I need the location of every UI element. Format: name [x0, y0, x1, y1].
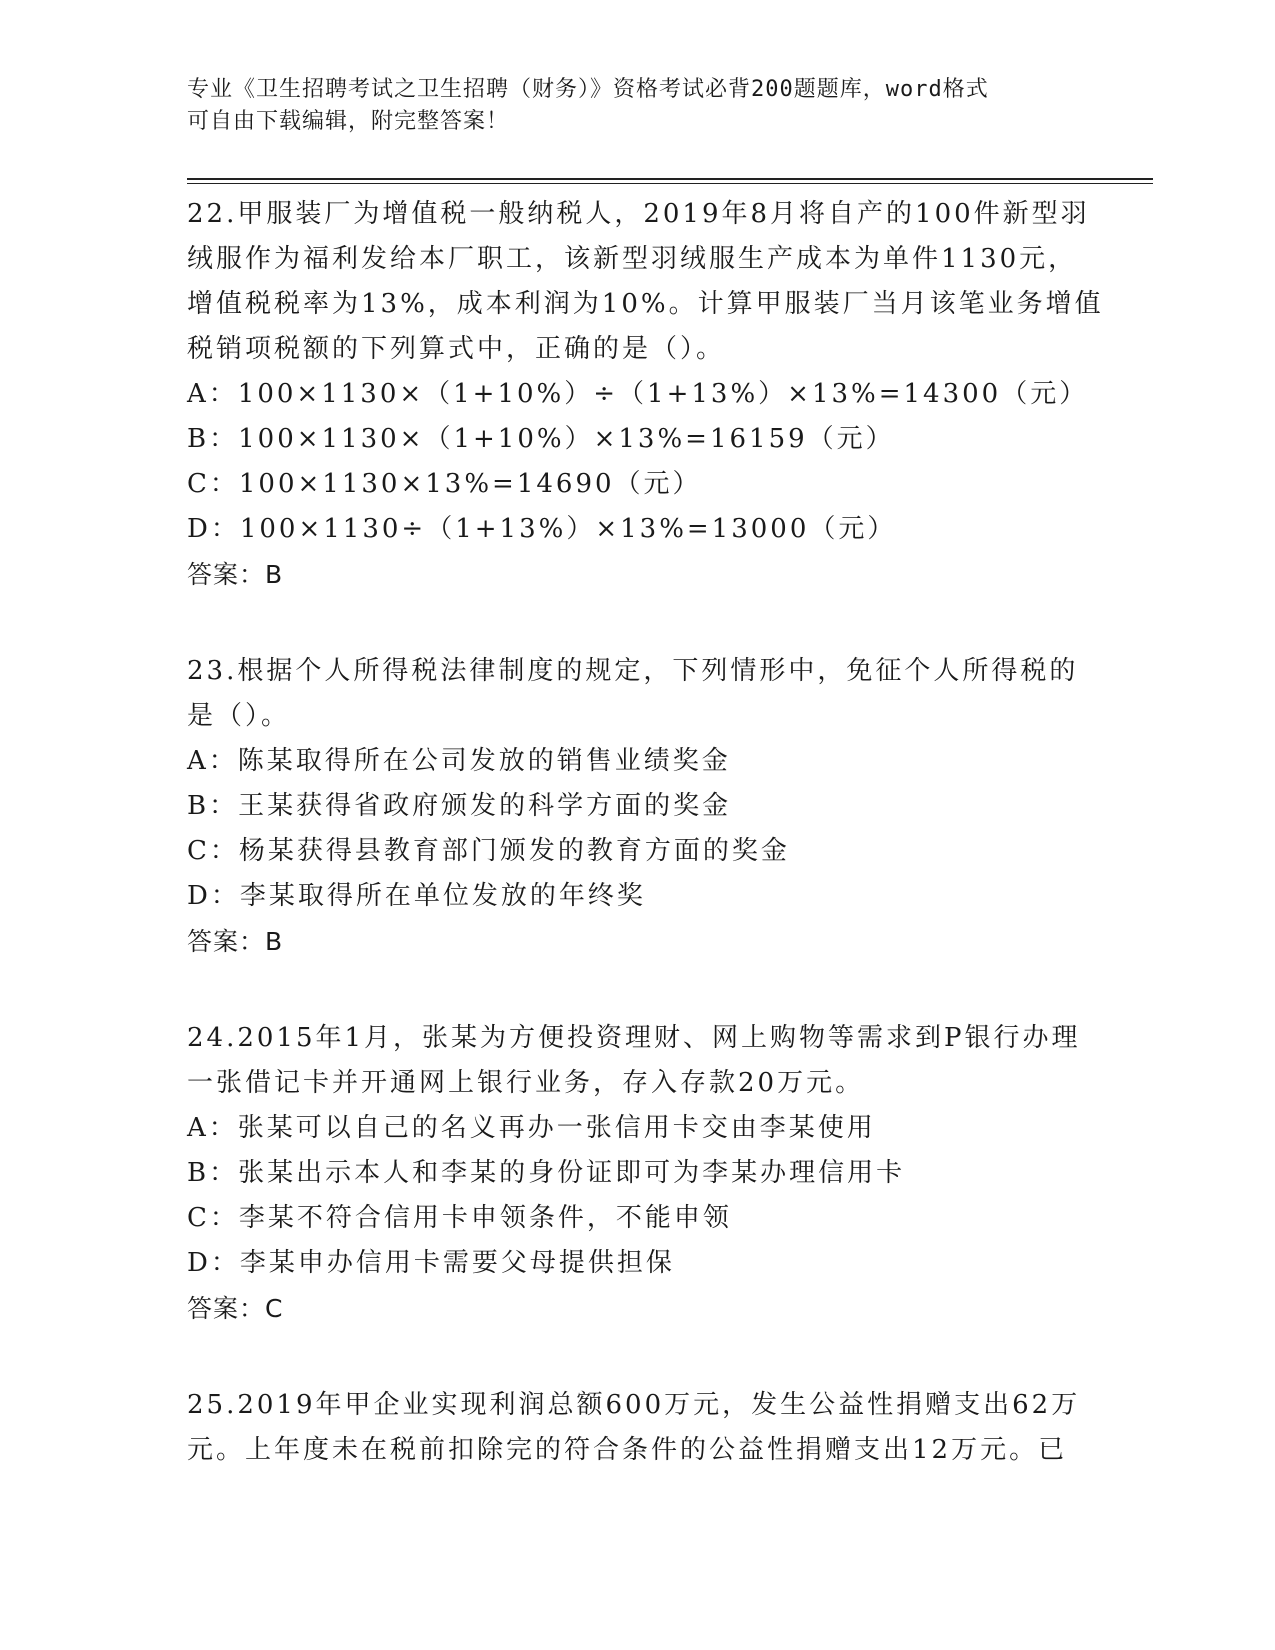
option-c: C：李某不符合信用卡申领条件，不能申领 — [187, 1203, 732, 1233]
answer-label: 答案：B — [187, 927, 284, 956]
question-list — [187, 192, 1107, 1525]
option-a: A：100×1130×（1+10%）÷（1+13%）×13%=14300（元） — [187, 379, 1089, 409]
option-a: A：张某可以自己的名义再办一张信用卡交由李某使用 — [187, 1113, 876, 1143]
option-a: A：陈某取得所在公司发放的销售业绩奖金 — [187, 746, 731, 776]
document-header — [187, 74, 1087, 138]
question-stem-line: 是（）。 — [187, 701, 291, 731]
question-22 — [187, 192, 1107, 597]
question-stem-line: 绒服作为福利发给本厂职工，该新型羽绒服生产成本为单件1130元， — [187, 244, 1078, 274]
option-d: D：100×1130÷（1+13%）×13%=13000（元） — [187, 514, 897, 544]
question-stem-line: 25.2019年甲企业实现利润总额600万元，发生公益性捐赠支出62万 — [187, 1390, 1081, 1420]
header-divider-thin — [187, 183, 1153, 184]
question-stem-line: 元。上年度未在税前扣除完的符合条件的公益性捐赠支出12万元。已 — [187, 1435, 1068, 1465]
question-24 — [187, 1016, 1107, 1331]
option-c: C：100×1130×13%=14690（元） — [187, 469, 702, 499]
question-stem-line: 增值税税率为13%，成本利润为10%。计算甲服装厂当月该笔业务增值 — [187, 289, 1104, 319]
question-stem-line: 24.2015年1月，张某为方便投资理财、网上购物等需求到P银行办理 — [187, 1023, 1081, 1053]
option-b: B：王某获得省政府颁发的科学方面的奖金 — [187, 791, 732, 821]
question-stem-line: 一张借记卡并开通网上银行业务，存入存款20万元。 — [187, 1068, 865, 1098]
option-d: D：李某申办信用卡需要父母提供担保 — [187, 1248, 675, 1278]
question-stem-line: 税销项税额的下列算式中，正确的是（）。 — [187, 334, 726, 364]
question-23 — [187, 649, 1107, 964]
question-stem-line: 23.根据个人所得税法律制度的规定，下列情形中，免征个人所得税的 — [187, 656, 1079, 686]
option-b: B：张某出示本人和李某的身份证即可为李某办理信用卡 — [187, 1158, 906, 1188]
answer-label: 答案：C — [187, 1294, 284, 1323]
question-25 — [187, 1383, 1107, 1473]
option-b: B：100×1130×（1+10%）×13%=16159（元） — [187, 424, 895, 454]
header-title-line-2: 可自由下载编辑，附完整答案！ — [187, 109, 510, 134]
answer-label: 答案：B — [187, 560, 284, 589]
option-c: C：杨某获得县教育部门颁发的教育方面的奖金 — [187, 836, 790, 866]
header-divider-thick — [187, 178, 1153, 180]
question-stem-line: 22.甲服装厂为增值税一般纳税人，2019年8月将自产的100件新型羽 — [187, 199, 1090, 229]
option-d: D：李某取得所在单位发放的年终奖 — [187, 881, 646, 911]
header-title-line-1: 专业《卫生招聘考试之卫生招聘（财务）》资格考试必背200题题库，word格式 — [187, 77, 989, 102]
